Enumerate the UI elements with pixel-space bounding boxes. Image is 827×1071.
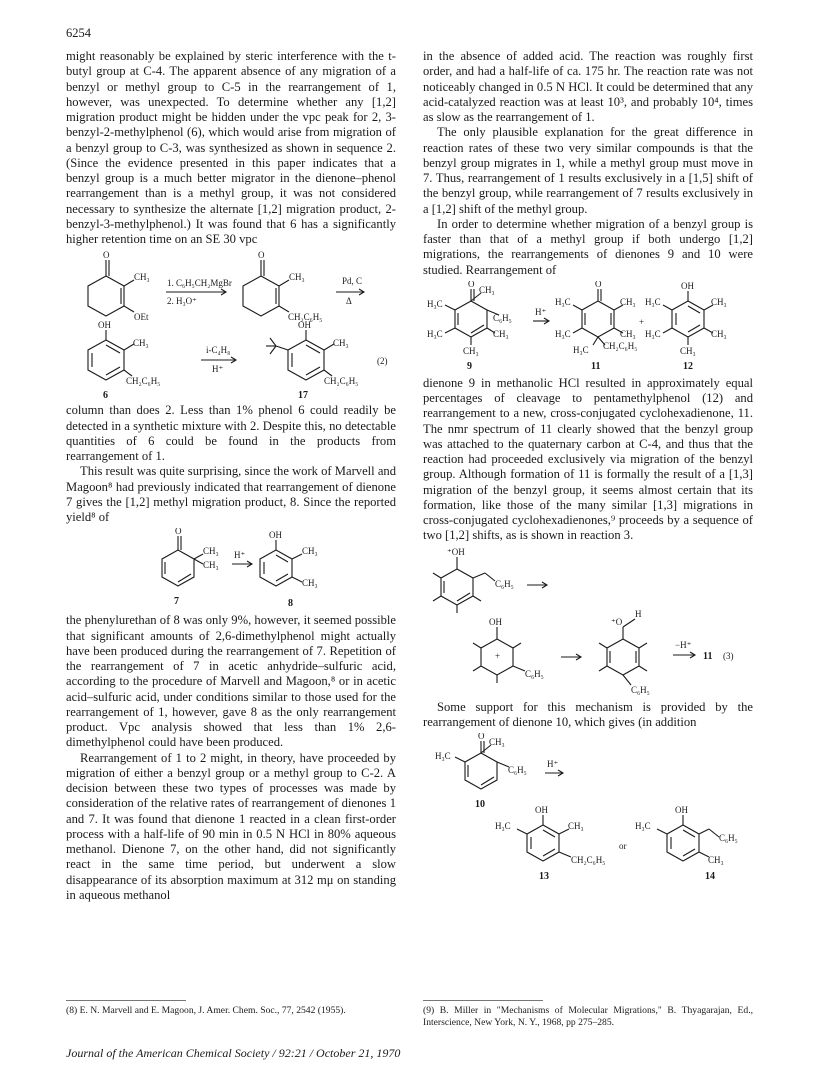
- structure-13: [495, 805, 605, 882]
- footnote-8: (8) E. N. Marvell and E. Magoon, J. Amer. Chem. Soc., 77, 2542 (1955).: [66, 1005, 346, 1016]
- structure-10: [435, 733, 527, 810]
- atom-label: OH: [535, 805, 548, 815]
- structure-14: [635, 805, 738, 882]
- reaction-arrow: [533, 307, 549, 324]
- reagent-label: Pd, C: [342, 276, 363, 287]
- footnote-rule: [66, 1000, 186, 1001]
- atom-label: O: [478, 733, 485, 741]
- atom-label: CH₃: [708, 855, 724, 865]
- reagent-label: 1. C₆H₅CH₂MgBr: [167, 278, 232, 289]
- paragraph: might reasonably be explained by steric interference with the t-butyl group at C-4. The apparent absence of any migration of a benzyl or methyl group to C-5 in the rearrangement of 1, however, was unexpected. To determine whether any [1,2] migration product might be hidden under the vpc peak for 2, 3-benzyl-2-methylphenol (6), which would arise from migration of a benzyl group to C-3, was synthesized as shown in sequence 2. (Since the evidence presented in this paper indicates that a benzyl group is a much better migrator in the dienone–phenol rearrangement than is a methyl group, it was not considered necessary to synthesize the alternate [1,2] migration product, 2-benzyl-3-methylphenol.) It was found that 6 has a significantly higher retention time on an SE 30 vpc: [66, 49, 396, 246]
- atom-label: CH₂C₆H₅: [603, 340, 638, 351]
- structure-12: [645, 281, 727, 372]
- structure-intermediate-1: [473, 617, 544, 683]
- atom-label: CH₃: [620, 328, 636, 339]
- compound-number: 11: [591, 360, 601, 372]
- compound-number: 14: [705, 871, 715, 882]
- atom-label: OH: [98, 320, 111, 331]
- scheme-9: [423, 281, 753, 373]
- reagent-label: −H⁺: [675, 639, 692, 650]
- plus-sign: +: [639, 316, 645, 327]
- atom-label: CH₃: [133, 338, 149, 349]
- paragraph: Rearrangement of 1 to 2 might, in theory, have proceeded by migration of either a benzyl group or a methyl group to C-2. A decision between these two types of processes was made by consideration of the relative rates of rearrangement of dienones 1 and 7. It was found that dienone 1 reacted in a clean first-order process with a half-life of 90 min in 0.5 N HCl in 80% aqueous methanol. Dienone 7, on the other hand, did not significantly react in the same time period, but underwent a slow disappearance of its absorption maximum at 312 mμ on standing in aqueous methanol: [66, 750, 396, 902]
- atom-label: H₃C: [635, 821, 651, 831]
- equation-number: (2): [377, 356, 388, 367]
- atom-label: OH: [681, 280, 694, 291]
- compound-number: 12: [683, 360, 693, 372]
- scheme-2: [66, 250, 396, 400]
- compound-number: 11: [703, 650, 713, 662]
- atom-label: OEt: [134, 312, 149, 323]
- structure-9: [427, 281, 512, 372]
- compound-number: 17: [298, 390, 308, 401]
- structure-protonated-9: [433, 547, 514, 613]
- atom-label: OH: [489, 616, 502, 627]
- atom-label: CH₃: [711, 296, 727, 307]
- reaction-arrow: [166, 278, 232, 306]
- atom-label: CH₃: [203, 546, 219, 557]
- atom-label: CH₂C₆H₅: [571, 855, 606, 865]
- atom-label: H: [635, 608, 642, 619]
- atom-label: CH₂C₆H₅: [126, 376, 161, 387]
- reagent-label: Δ: [346, 296, 352, 307]
- atom-label: H₃C: [645, 296, 661, 307]
- atom-label: ⁺O: [611, 616, 623, 627]
- paragraph: in the absence of added acid. The reaction was roughly first order, and had a half-life of ca. 175 hr. The reaction rate was not noticeably changed in 0.5 N HCl. It could be determined that any acid-catalyzed reaction was at least 10³, and probably 10⁴, times as slow as the rearrangement of 1.: [423, 49, 753, 124]
- reagent-label: 2. H₃O⁺: [167, 296, 197, 307]
- atom-label: CH₃: [302, 578, 318, 589]
- atom-label: OH: [675, 805, 688, 815]
- atom-label: C₆H₅: [495, 578, 514, 589]
- reaction-arrow: [201, 345, 236, 374]
- paragraph: Some support for this mechanism is provided by the rearrangement of dienone 10, which gives (in addition: [423, 699, 753, 729]
- or-label: or: [619, 841, 627, 851]
- reaction-arrow: [527, 582, 547, 588]
- atom-label: O: [175, 528, 182, 537]
- atom-label: O: [468, 280, 475, 289]
- structure-enone: [243, 250, 322, 322]
- atom-label: CH₃: [711, 328, 727, 339]
- atom-label: OH: [269, 530, 282, 541]
- atom-label: ⁺OH: [447, 546, 465, 557]
- atom-label: H₃C: [555, 296, 571, 307]
- footnote-rule: [423, 1000, 543, 1001]
- reagent-label: i-C₄H₈: [206, 345, 231, 356]
- equation-number: (3): [723, 650, 734, 661]
- structure-intermediate-2: [599, 609, 650, 695]
- atom-label: C₆H₅: [508, 765, 527, 775]
- atom-label: C₆H₅: [493, 312, 512, 323]
- paragraph: This result was quite surprising, since the work of Marvell and Magoon⁸ had previously indicated that rearrangement of dienone 7 gives the [1,2] methyl migration product, 8. Since the reported yield⁸ of: [66, 464, 396, 524]
- structure-7: [162, 528, 219, 607]
- structure-6: [88, 320, 160, 400]
- atom-label: O: [595, 280, 602, 289]
- atom-label: CH₃: [479, 284, 495, 295]
- atom-label: H₃C: [573, 344, 589, 355]
- reagent-label: H⁺: [212, 364, 224, 375]
- atom-label: C₆H₅: [631, 684, 650, 695]
- atom-label: H₃C: [495, 821, 511, 831]
- reagent-label: H⁺: [234, 550, 246, 561]
- atom-label: CH₃: [302, 546, 318, 557]
- paragraph: dienone 9 in methanolic HCl resulted in approximately equal percentages of cleavage to pentamethylphenol (12) and rearrangement to a new, cross-conjugated cyclohexadienone, 11. The nmr spectrum of 11 clearly showed that the benzyl group was attached to the quaternary carbon at C-4, and thus that the reaction had proceeded exclusively via migration of the benzyl group. Although formation of 11 is formally the result of a [1,3] migration of the benzyl group, it seems almost certain that its formation, like those of the many similar [1,3] migrations in cross-conjugated cyclohexadienones,⁹ proceeds by a sequence of two [1,2] shifts, as is shown in reaction 3.: [423, 375, 753, 543]
- paragraph: In order to determine whether migration of a benzyl group is faster than that of a methyl group if both undergo [1,2] migrations, the rearrangements of dienones 9 and 10 were studied. Rearrangement of: [423, 216, 753, 277]
- atom-label: CH₃: [680, 345, 696, 356]
- compound-number: 13: [539, 871, 549, 882]
- journal-footer: Journal of the American Chemical Society / 92:21 / October 21, 1970: [66, 1046, 401, 1060]
- compound-number: 8: [288, 598, 293, 610]
- atom-label: H₃C: [427, 328, 443, 339]
- atom-label: CH₃: [134, 272, 150, 283]
- reaction-arrow: [561, 654, 581, 660]
- structure-17: [266, 320, 358, 400]
- reaction-arrow: [545, 759, 563, 776]
- structure-ketoester: [88, 250, 150, 322]
- compound-number: 10: [475, 799, 485, 810]
- atom-label: O: [258, 250, 265, 261]
- structure-8: [260, 530, 318, 609]
- atom-label: CH₃: [203, 560, 219, 571]
- compound-number: 9: [467, 360, 472, 372]
- atom-label: H₃C: [555, 328, 571, 339]
- atom-label: CH₃: [493, 328, 509, 339]
- right-column: [423, 49, 753, 886]
- footnote-9: (9) B. Miller in "Mechanisms of Molecular Migrations," B. Thyagarajan, Ed., Interscience, New York, N. Y., 1968, pp 275–285.: [423, 1005, 753, 1028]
- compound-number: 7: [174, 596, 179, 608]
- atom-label: H₃C: [427, 298, 443, 309]
- scheme-10: [423, 733, 753, 883]
- page-number: 6254: [66, 26, 91, 40]
- atom-label: CH₃: [289, 272, 305, 283]
- reaction-arrow: [336, 276, 364, 306]
- paragraph: column than does 2. Less than 1% phenol 6 could readily be detected in a synthetic mixture with 2. Despite this, no detectable quantities of 6 could be found in the products from rearrangement of 1.: [66, 403, 396, 463]
- atom-label: C₆H₅: [525, 668, 544, 679]
- left-column: [66, 49, 396, 903]
- atom-label: CH₃: [333, 338, 349, 349]
- reagent-label: H⁺: [547, 759, 559, 769]
- atom-label: CH₂C₆H₅: [288, 312, 323, 323]
- atom-label: O: [103, 250, 110, 261]
- reagent-label: H⁺: [535, 306, 547, 317]
- atom-label: C₆H₅: [719, 833, 738, 843]
- atom-label: OH: [298, 320, 311, 331]
- atom-label: CH₃: [489, 737, 505, 747]
- scheme-3: [423, 547, 753, 697]
- atom-label: CH₂C₆H₅: [324, 376, 359, 387]
- reaction-arrow: [232, 550, 252, 567]
- compound-number: 6: [103, 390, 108, 401]
- atom-label: CH₃: [463, 345, 479, 356]
- scheme-7-8: [66, 528, 396, 610]
- atom-label: +: [495, 650, 501, 661]
- atom-label: CH₃: [568, 821, 584, 831]
- atom-label: H₃C: [435, 751, 451, 761]
- paragraph: the phenylurethan of 8 was only 9%, however, it seemed possible that significant amounts of 2,6-dimethylphenol might actually have been produced during the rearrangement of 7. Repetition of the rearrangement of 7 in acetic anhydride–sulfuric acid, according to the procedure of Marvell and Magoon,⁸ or in acetic acid–sulfuric acid, under conditions similar to those used for the rearrangement of 1, however, gave 8 as the only rearrangement product. Vpc analysis showed that less than 1% 2,6-dimethylphenol could have been produced.: [66, 613, 396, 750]
- paragraph: The only plausible explanation for the great difference in reaction rates of these two very similar compounds is that the benzyl group migrates in 1, while a methyl group must move in 7. Thus, rearrangement of 1 results exclusively in a [1,5] shift of the benzyl group, while rearrangement of 7 results exclusively in a [1,2] shift of the methyl group.: [423, 125, 753, 216]
- atom-label: H₃C: [645, 328, 661, 339]
- atom-label: CH₃: [620, 296, 636, 307]
- reaction-arrow: [673, 640, 695, 658]
- structure-11: [555, 281, 637, 372]
